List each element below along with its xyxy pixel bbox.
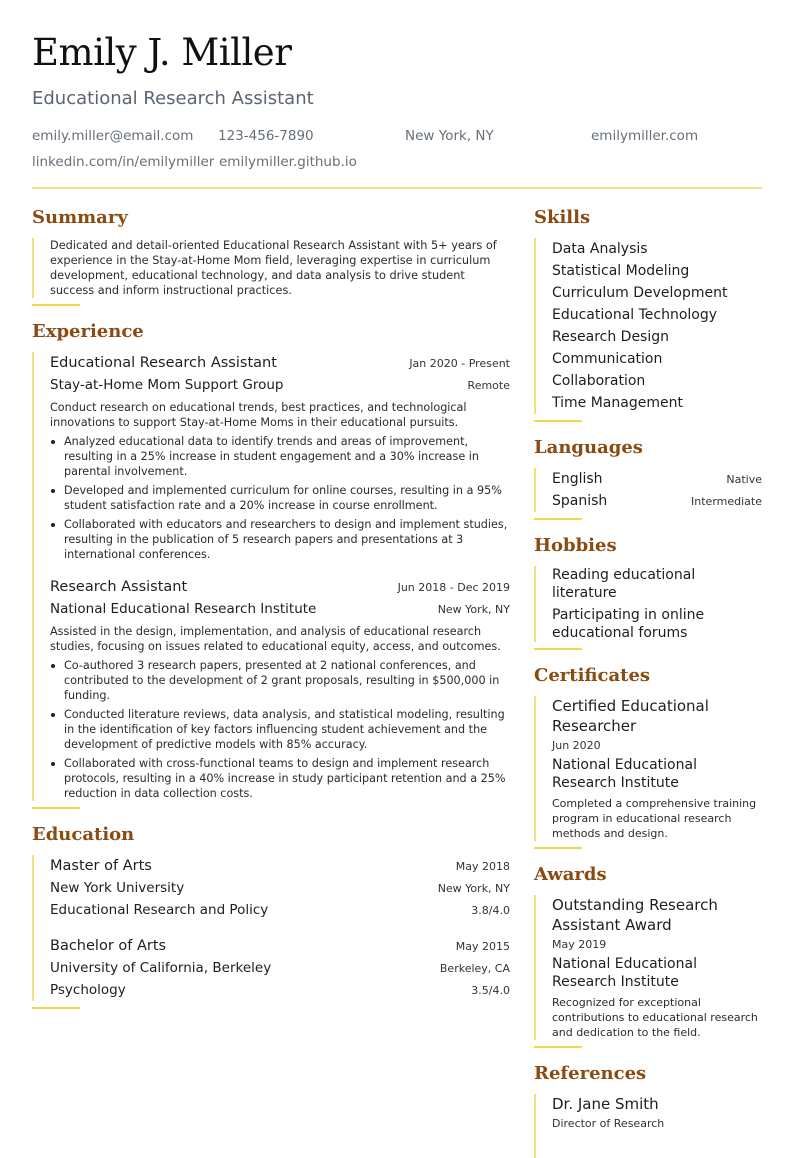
contact-location: New York, NY <box>405 128 494 144</box>
skill-item: Collaboration <box>552 373 646 389</box>
education-body <box>32 855 510 1001</box>
experience-location: Remote <box>467 379 510 392</box>
section-accent <box>534 420 582 422</box>
hobbies-body <box>534 566 762 642</box>
skills-heading: Skills <box>534 207 591 228</box>
skill-item: Statistical Modeling <box>552 263 690 279</box>
experience-dates: Jun 2018 - Dec 2019 <box>397 581 510 594</box>
skill-item: Curriculum Development <box>552 285 728 301</box>
job-title: Educational Research Assistant <box>32 88 314 109</box>
bullet-dot-icon <box>51 762 55 766</box>
award-description: Recognized for exceptional contributions to educational research and dedication to the field. <box>552 996 758 1039</box>
certificate-date: Jun 2020 <box>552 739 601 752</box>
education-degree: Bachelor of Arts <box>50 938 167 954</box>
bullet-item <box>50 434 510 479</box>
certificate-org: National Educational Research Institute <box>552 757 697 791</box>
award-date: May 2019 <box>552 938 607 951</box>
experience-entry <box>50 352 510 562</box>
skills-body <box>534 238 762 414</box>
bullet-dot-icon <box>51 523 55 527</box>
experience-entry <box>50 576 510 801</box>
reference-role: Director of Research <box>552 1117 665 1130</box>
awards-body <box>534 895 762 1040</box>
experience-bullets <box>50 434 510 562</box>
experience-title: Educational Research Assistant <box>50 355 277 371</box>
sidebar-column <box>534 206 762 1158</box>
language-name: English <box>552 471 603 487</box>
hobby-item: Reading educational literature <box>552 567 696 601</box>
bullet-item <box>50 707 510 752</box>
experience-org: National Educational Research Institute <box>50 601 317 617</box>
experience-org: Stay-at-Home Mom Support Group <box>50 377 284 393</box>
languages-body <box>534 468 762 512</box>
experience-dates: Jan 2020 - Present <box>409 357 510 370</box>
award-org: National Educational Research Institute <box>552 956 697 990</box>
certificate-description: Completed a comprehensive training program in educational research methods and design. <box>552 797 757 840</box>
hobby-item: Participating in online educational forums <box>552 607 705 641</box>
skill-item: Educational Technology <box>552 307 718 323</box>
education-entry <box>50 935 510 1001</box>
section-accent <box>534 847 582 849</box>
references-heading: References <box>534 1063 647 1084</box>
bullet-text: Conducted literature reviews, data analysis, and statistical modeling, resulting in the identification of key factors influencing student achievement and the development of predictive models with 85% accuracy. <box>64 708 505 751</box>
bullet-item <box>50 756 510 801</box>
education-heading: Education <box>32 824 135 845</box>
main-column <box>32 206 510 1023</box>
bullet-dot-icon <box>51 713 55 717</box>
experience-description: Assisted in the design, implementation, and analysis of educational research studies, focusing on issues related to educational equity, access, and outcomes. <box>50 625 501 653</box>
education-date: May 2018 <box>455 860 510 873</box>
education-section <box>32 823 510 1009</box>
references-section <box>534 1062 762 1158</box>
section-accent <box>32 304 80 306</box>
hobbies-section <box>534 534 762 650</box>
education-degree: Master of Arts <box>50 858 152 874</box>
experience-location: New York, NY <box>437 603 510 616</box>
experience-title: Research Assistant <box>50 579 188 595</box>
contact-phone[interactable]: 123-456-7890 <box>218 128 314 144</box>
education-entry <box>50 855 510 921</box>
languages-section <box>534 436 762 520</box>
certificates-body <box>534 696 762 841</box>
section-accent <box>32 807 80 809</box>
section-accent <box>534 648 582 650</box>
experience-section <box>32 320 510 809</box>
certificates-heading: Certificates <box>534 665 651 686</box>
summary-heading: Summary <box>32 207 128 228</box>
education-field: Educational Research and Policy <box>50 902 269 918</box>
skill-item: Time Management <box>552 395 683 411</box>
bullet-item <box>50 483 510 513</box>
awards-heading: Awards <box>534 864 607 885</box>
skill-item: Communication <box>552 351 663 367</box>
bullet-text: Developed and implemented curriculum for online courses, resulting in a 95% student satisfaction rate and a 20% increase in course enrollment. <box>64 484 502 512</box>
contact-website[interactable]: emilymiller.com <box>591 128 699 144</box>
hobbies-heading: Hobbies <box>534 535 617 556</box>
language-level: Intermediate <box>691 495 762 508</box>
summary-text: Dedicated and detail-oriented Educational Research Assistant with 5+ years of experience in the Stay-at-Home Mom field, leveraging expertise in curriculum development, educational technology, and data analysis to drive student success and inform instructional practices. <box>50 239 497 297</box>
certificates-section <box>534 664 762 849</box>
resume-name: Emily J. Miller <box>32 31 292 74</box>
contact-linkedin[interactable]: linkedin.com/in/emilymiller <box>32 154 215 170</box>
bullet-text: Co-authored 3 research papers, presented at 2 national conferences, and contributed to the development of 2 grant proposals, resulting in $500,000 in funding. <box>64 659 500 702</box>
education-location: New York, NY <box>437 882 510 895</box>
skill-item: Data Analysis <box>552 241 648 257</box>
experience-body <box>32 352 510 801</box>
summary-section <box>32 206 510 306</box>
contact-github[interactable]: emilymiller.github.io <box>219 154 357 170</box>
header-divider <box>32 187 762 189</box>
reference-name: Dr. Jane Smith <box>552 1095 659 1113</box>
summary-body <box>32 238 510 298</box>
education-field: Psychology <box>50 982 126 998</box>
bullet-item <box>50 517 510 562</box>
skills-section <box>534 206 762 422</box>
education-location: Berkeley, CA <box>439 962 510 975</box>
languages-heading: Languages <box>534 437 643 458</box>
experience-bullets <box>50 658 510 801</box>
award-title: Outstanding Research Assistant Award <box>552 896 718 934</box>
contact-email[interactable]: emily.miller@email.com <box>32 128 194 144</box>
language-item <box>552 468 762 490</box>
education-date: May 2015 <box>455 940 510 953</box>
education-school: University of California, Berkeley <box>50 960 272 976</box>
bullet-item <box>50 658 510 703</box>
bullet-text: Analyzed educational data to identify trends and areas of improvement, resulting in a 25% increase in student engagement and a 30% increase in parental involvement. <box>64 435 479 478</box>
section-accent <box>32 1007 80 1009</box>
references-body <box>534 1094 762 1158</box>
experience-description: Conduct research on educational trends, best practices, and technological innovations to support Stay-at-Home Moms in their educational pursuits. <box>50 401 467 429</box>
section-accent <box>534 1046 582 1048</box>
bullet-text: Collaborated with cross-functional teams to design and implement research protocols, resulting in a 40% increase in study participant retention and a 25% reduction in data collection costs. <box>64 757 506 800</box>
language-level: Native <box>726 473 762 486</box>
language-name: Spanish <box>552 493 608 509</box>
education-school: New York University <box>50 880 185 896</box>
awards-section <box>534 863 762 1048</box>
bullet-text: Collaborated with educators and researchers to design and implement studies, resulting in the publication of 5 research papers and presentations at 3 international conferences. <box>64 518 508 561</box>
bullet-dot-icon <box>51 440 55 444</box>
education-gpa: 3.5/4.0 <box>471 984 510 997</box>
bullet-dot-icon <box>51 489 55 493</box>
bullet-dot-icon <box>51 664 55 668</box>
certificate-title: Certified Educational Researcher <box>552 697 709 735</box>
education-gpa: 3.8/4.0 <box>471 904 510 917</box>
skill-item: Research Design <box>552 329 670 345</box>
experience-heading: Experience <box>32 321 144 342</box>
language-item <box>552 490 762 512</box>
section-accent <box>534 518 582 520</box>
